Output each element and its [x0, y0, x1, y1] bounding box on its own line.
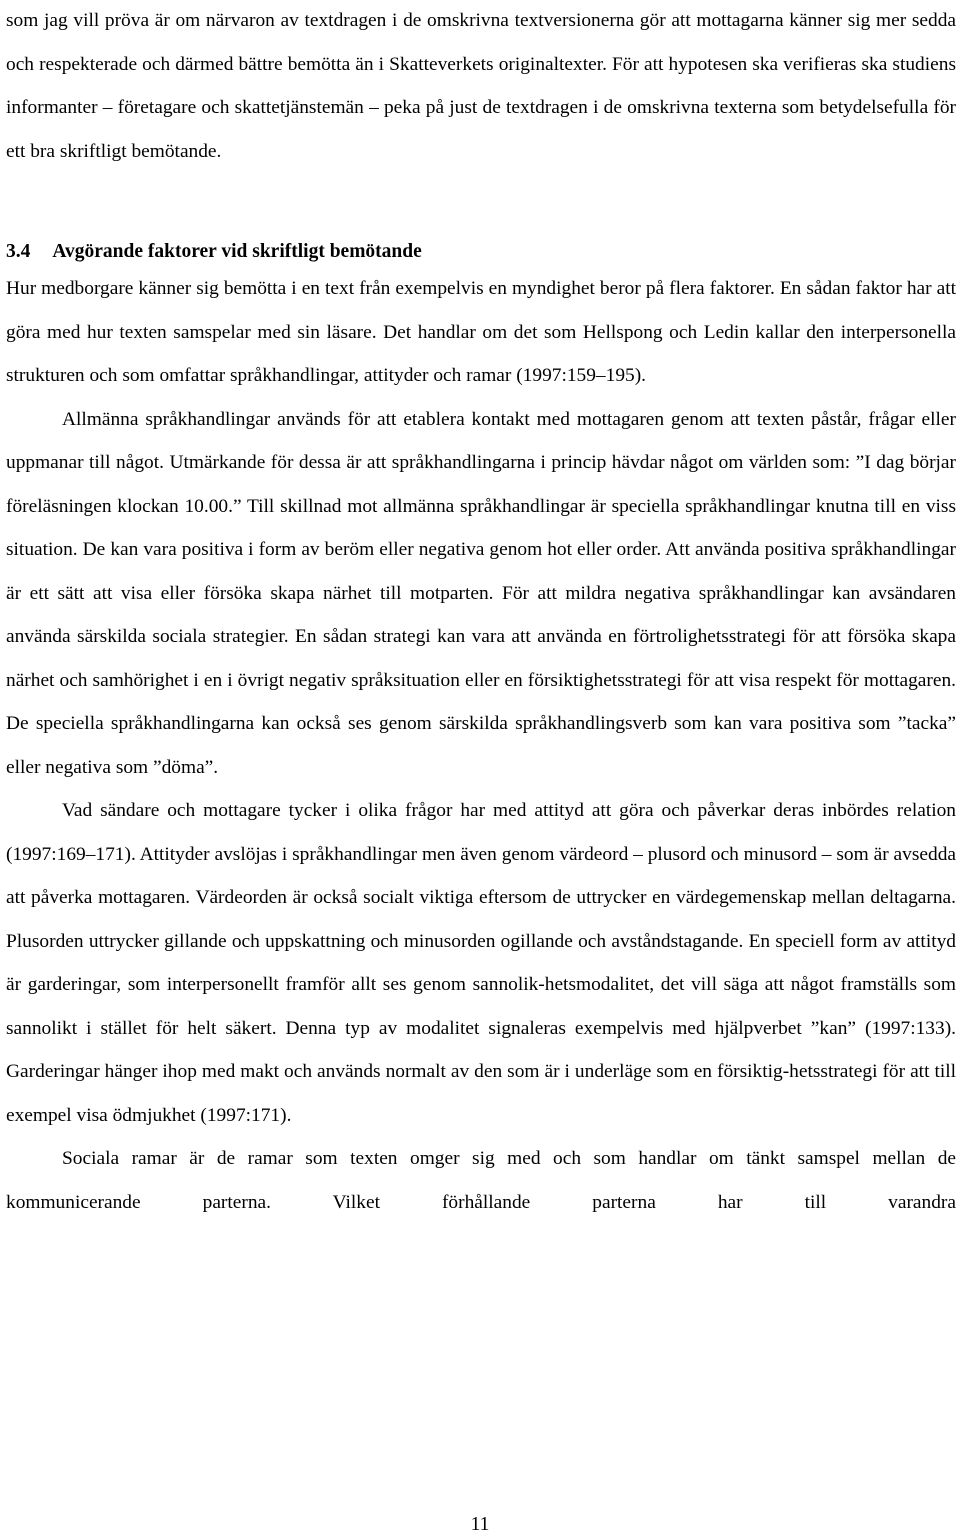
body-paragraph-2: Allmänna språkhandlingar används för att etablera kontakt med mottagaren genom att texten påstår, frågar eller uppmanar till något. Utmärkande för dessa är att språkhandlingarna i princip hävdar något om världen som: ”I dag börjar föreläsningen klockan 10.00.” Till skillnad mot allmänna språkhandlingar är speciella språkhandlingar knutna till en viss situation. De kan vara positiva i form av beröm eller negativa genom hot eller order. Att använda positiva språkhandlingar är ett sätt att visa eller försöka skapa närhet till motparten. För att mildra negativa språkhandlingar kan avsändaren använda särskilda sociala strategier. En sådan strategi kan vara att använda en förtrolighetsstrategi för att försöka skapa närhet och samhörighet i en i övrigt negativ språksituation eller en försiktighetsstrategi för att visa respekt för mottagaren. De speciella språkhandlingarna kan också ses genom särskilda språkhandlingsverb som kan vara positiva som ”tacka” eller negativa som ”döma”. [6, 408, 956, 778]
body-paragraph-3: Vad sändare och mottagare tycker i olika frågor har med attityd att göra och påverkar deras inbördes relation (1997:169–171). Attityder avslöjas i språkhandlingar men även genom värdeord – plusord och minusord – som är avsedda att påverka mottagaren. Värdeorden är också socialt viktiga eftersom de uttrycker en värdegemenskap mellan deltagarna. Plusorden uttrycker gillande och uppskattning och minusorden ogillande och avståndstagande. En speciell form av attityd är garderingar, som interpersonellt framför allt ses genom sannolik-hetsmodalitet, det vill säga att något framställs som sannolikt i stället för helt säkert. Denna typ av modalitet signaleras exempelvis med hjälpverbet ”kan” (1997:133). Garderingar hänger ihop med makt och används normalt av den som är i underläge som en försiktig-hetsstrategi för att till exempel visa ödmjukhet (1997:171). [6, 800, 956, 1126]
section-title: Avgörande faktorer vid skriftligt bemötande [52, 241, 422, 262]
body-paragraph-1: Hur medborgare känner sig bemötta i en text från exempelvis en myndighet beror på flera faktorer. En sådan faktor har att göra med hur texten samspelar med sin läsare. Det handlar om det som Hellspong och Ledin kallar den interpersonella strukturen och som omfattar språkhandlingar, attityder och ramar (1997:159–195). [6, 278, 956, 386]
page-number: 11 [470, 1514, 490, 1535]
section-number: 3.4 [6, 241, 31, 262]
intro-paragraph: som jag vill pröva är om närvaron av textdragen i de omskrivna textversionerna gör att mottagarna känner sig mer sedda och respekterade och därmed bättre bemötta än i Skatteverkets originaltexter. För att hypotesen ska verifieras ska studiens informanter – företagare och skattetjänstemän – peka på just de textdragen i de omskrivna texterna som betydelsefulla för ett bra skriftligt bemötande. [6, 10, 956, 162]
section-body [6, 267, 956, 1224]
body-paragraph-4: Sociala ramar är de ramar som texten omger sig med och som handlar om tänkt samspel mellan de kommunicerande parterna. Vilket förhållande parterna har till varandra [6, 1148, 956, 1213]
section-heading [6, 232, 946, 272]
